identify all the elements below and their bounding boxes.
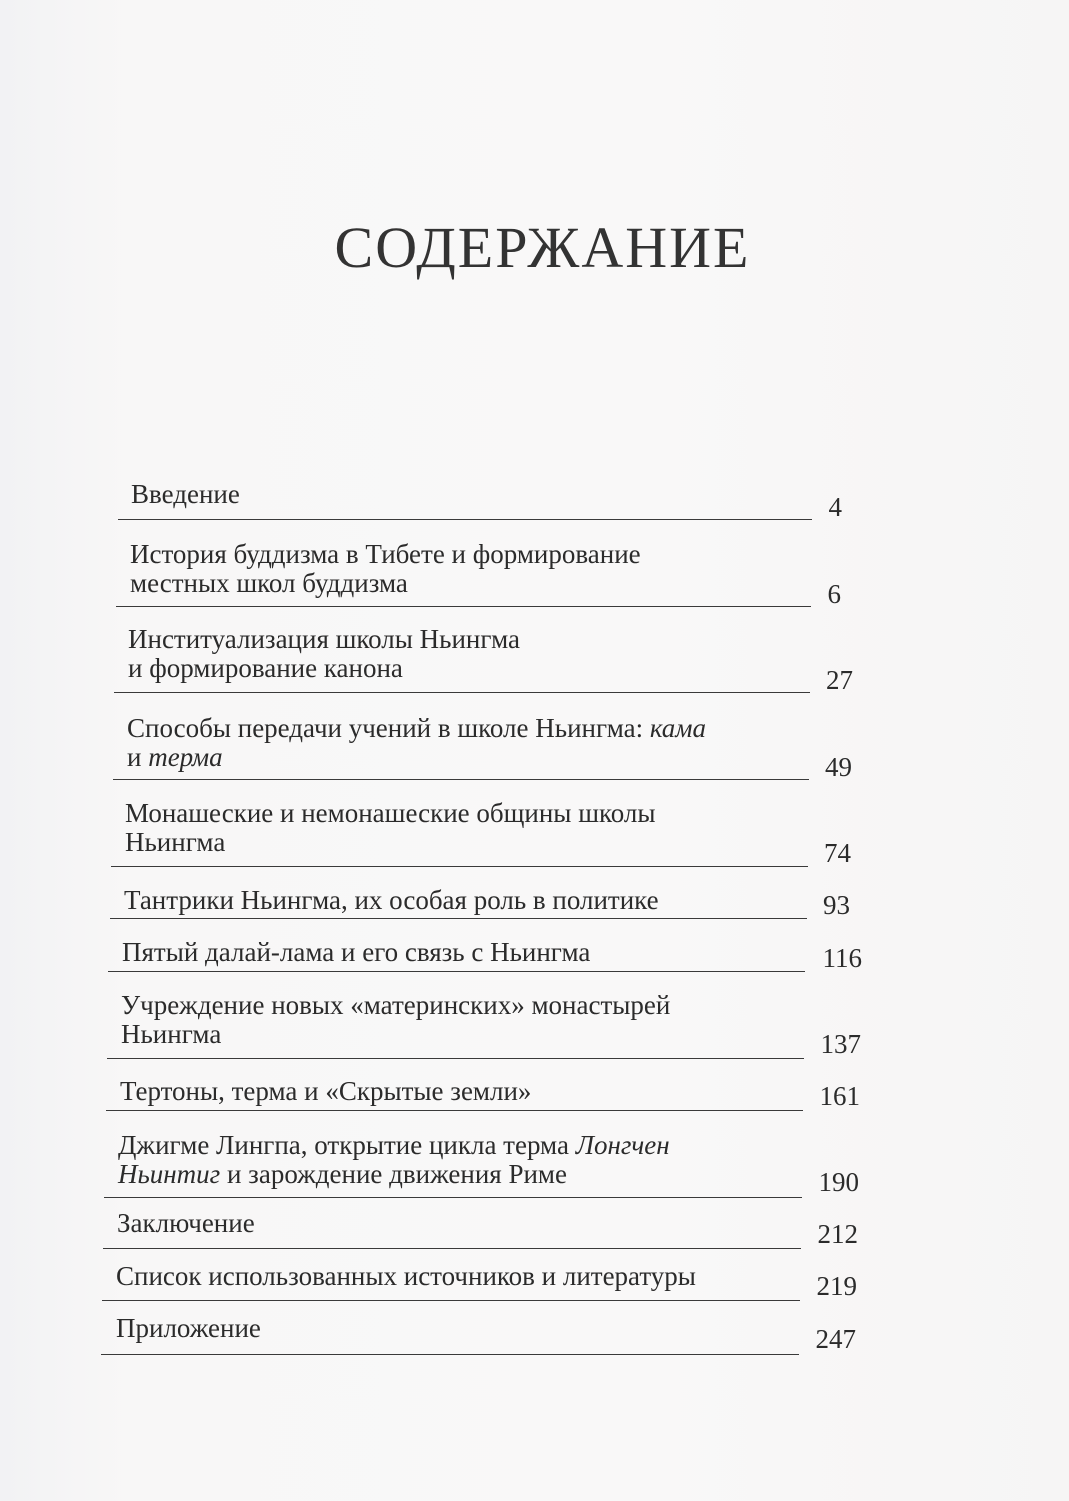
toc-page-number: 74 (824, 838, 851, 868)
toc-entry-title: Список использованных источников и литературы (116, 1261, 696, 1291)
toc-entry-rule (118, 519, 812, 520)
toc-entry-rule (107, 1058, 804, 1059)
toc-entry-rule (113, 779, 809, 780)
toc-page-number: 6 (827, 579, 841, 609)
toc-page-number: 190 (818, 1167, 859, 1197)
toc-entry-rule (116, 606, 811, 607)
toc-page-number: 27 (826, 665, 853, 695)
toc-entry-title: Пятый далай-лама и его связь с Ньингма (122, 937, 591, 967)
toc-entry-title: Тантрики Ньингма, их особая роль в политике (124, 885, 659, 915)
page-title: СОДЕРЖАНИЕ (334, 215, 751, 280)
toc-entry-title: Тертоны, терма и «Скрытые земли» (120, 1076, 532, 1106)
toc-page-number: 49 (825, 752, 852, 782)
toc-entry-rule (108, 971, 805, 972)
toc-entry-title: Джигме Лингпа, открытие цикла терма Лонгчен Ньинтиг и зарождение движения Риме (118, 1130, 670, 1189)
toc-entry-title: Приложение (116, 1313, 261, 1343)
toc-page-number: 219 (816, 1271, 857, 1301)
toc-page-number: 4 (828, 492, 842, 522)
toc-entry-title: Институализация школы Ньингма и формирование канона (128, 624, 520, 683)
toc-entry-rule (106, 1110, 803, 1111)
toc-entry-title: Заключение (117, 1208, 255, 1238)
toc-entry-title: История буддизма в Тибете и формирование местных школ буддизма (130, 539, 641, 598)
toc-entry-rule (102, 1300, 800, 1301)
toc-entry-rule (103, 1248, 801, 1249)
toc-page-number: 247 (815, 1324, 856, 1354)
toc-page-number: 93 (823, 890, 850, 920)
toc-entry-rule (104, 1197, 802, 1198)
toc-page-number: 137 (820, 1029, 861, 1059)
toc-entry-rule (114, 692, 810, 693)
toc-entry-title: Учреждение новых «материнских» монастырей Ньингма (121, 990, 671, 1049)
toc-entry-rule (111, 866, 808, 867)
toc-page-number: 212 (817, 1219, 858, 1249)
toc-entry-rule (101, 1354, 799, 1355)
toc-entry-title: Введение (131, 479, 240, 509)
toc-page-number: 116 (822, 943, 862, 973)
toc-entry-title: Монашеские и немонашеские общины школы Ньингма (125, 798, 656, 857)
toc-entry-rule (110, 918, 807, 919)
toc-entry-title: Способы передачи учений в школе Ньингма: кама и терма (127, 713, 707, 772)
toc-page-number: 161 (819, 1081, 860, 1111)
